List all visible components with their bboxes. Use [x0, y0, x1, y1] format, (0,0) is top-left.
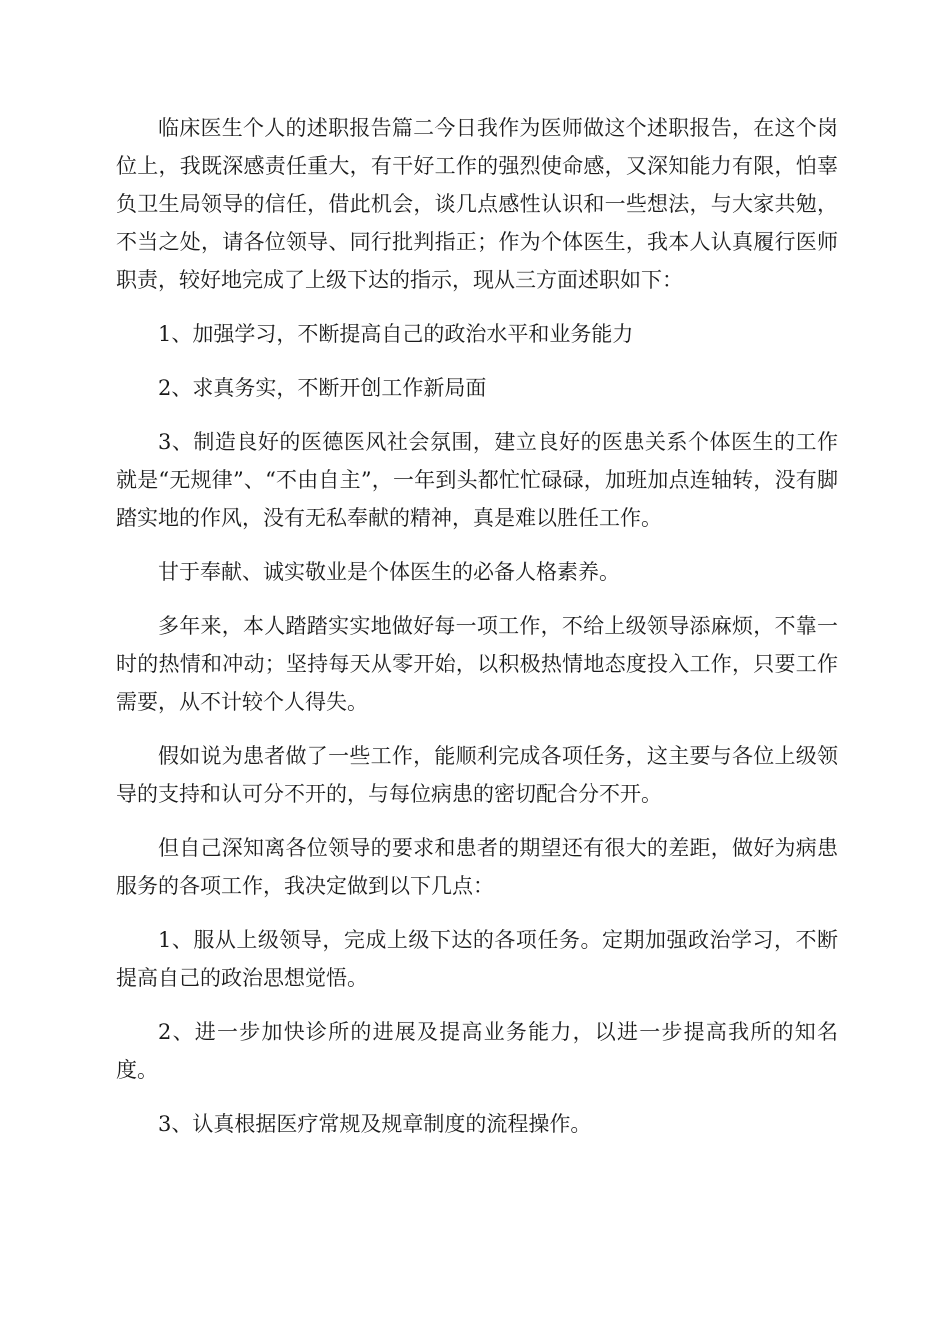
paragraph-item-2: 2、求真务实，不断开创工作新局面 — [158, 376, 487, 400]
paragraph-item-1: 1、加强学习，不断提高自己的政治水平和业务能力 — [158, 322, 634, 346]
paragraph-intro: 临床医生个人的述职报告篇二今日我作为医师做这个述职报告，在这个岗位上，我既深感责任重大，有干好工作的强烈使命感，又深知能力有限，怕辜负卫生局领导的信任，借此机会，谈几点感性认识和一些想法，与大家共勉，不当之处，请各位领导、同行批判指正；作为个体医生，我本人认真履行医师职责，较好地完成了上级下达的指示，现从三方面述职如下： — [116, 116, 838, 292]
paragraph-dedication: 甘于奉献、诚实敬业是个体医生的必备人格素养。 — [158, 560, 620, 584]
paragraph-plan-2: 2、进一步加快诊所的进展及提高业务能力，以进一步提高我所的知名度。 — [116, 1020, 838, 1082]
paragraph-support: 假如说为患者做了一些工作，能顺利完成各项任务，这主要与各位上级领导的支持和认可分不开的，与每位病患的密切配合分不开。 — [116, 744, 838, 806]
paragraph-item-3: 3、制造良好的医德医风社会氛围，建立良好的医患关系个体医生的工作就是“无规律”、“不由自主”，一年到头都忙忙碌碌，加班加点连轴转，没有脚踏实地的作风，没有无私奉献的精神，真是难以胜任工作。 — [116, 430, 838, 530]
paragraph-plan-3: 3、认真根据医疗常规及规章制度的流程操作。 — [158, 1112, 592, 1136]
paragraph-plan-1: 1、服从上级领导，完成上级下达的各项任务。定期加强政治学习，不断提高自己的政治思想觉悟。 — [116, 928, 838, 990]
paragraph-gap: 但自己深知离各位领导的要求和患者的期望还有很大的差距，做好为病患服务的各项工作，我决定做到以下几点： — [116, 836, 838, 898]
document-body — [116, 109, 838, 1159]
paragraph-years: 多年来，本人踏踏实实地做好每一项工作，不给上级领导添麻烦，不靠一时的热情和冲动；坚持每天从零开始，以积极热情地态度投入工作，只要工作需要，从不计较个人得失。 — [116, 614, 838, 714]
